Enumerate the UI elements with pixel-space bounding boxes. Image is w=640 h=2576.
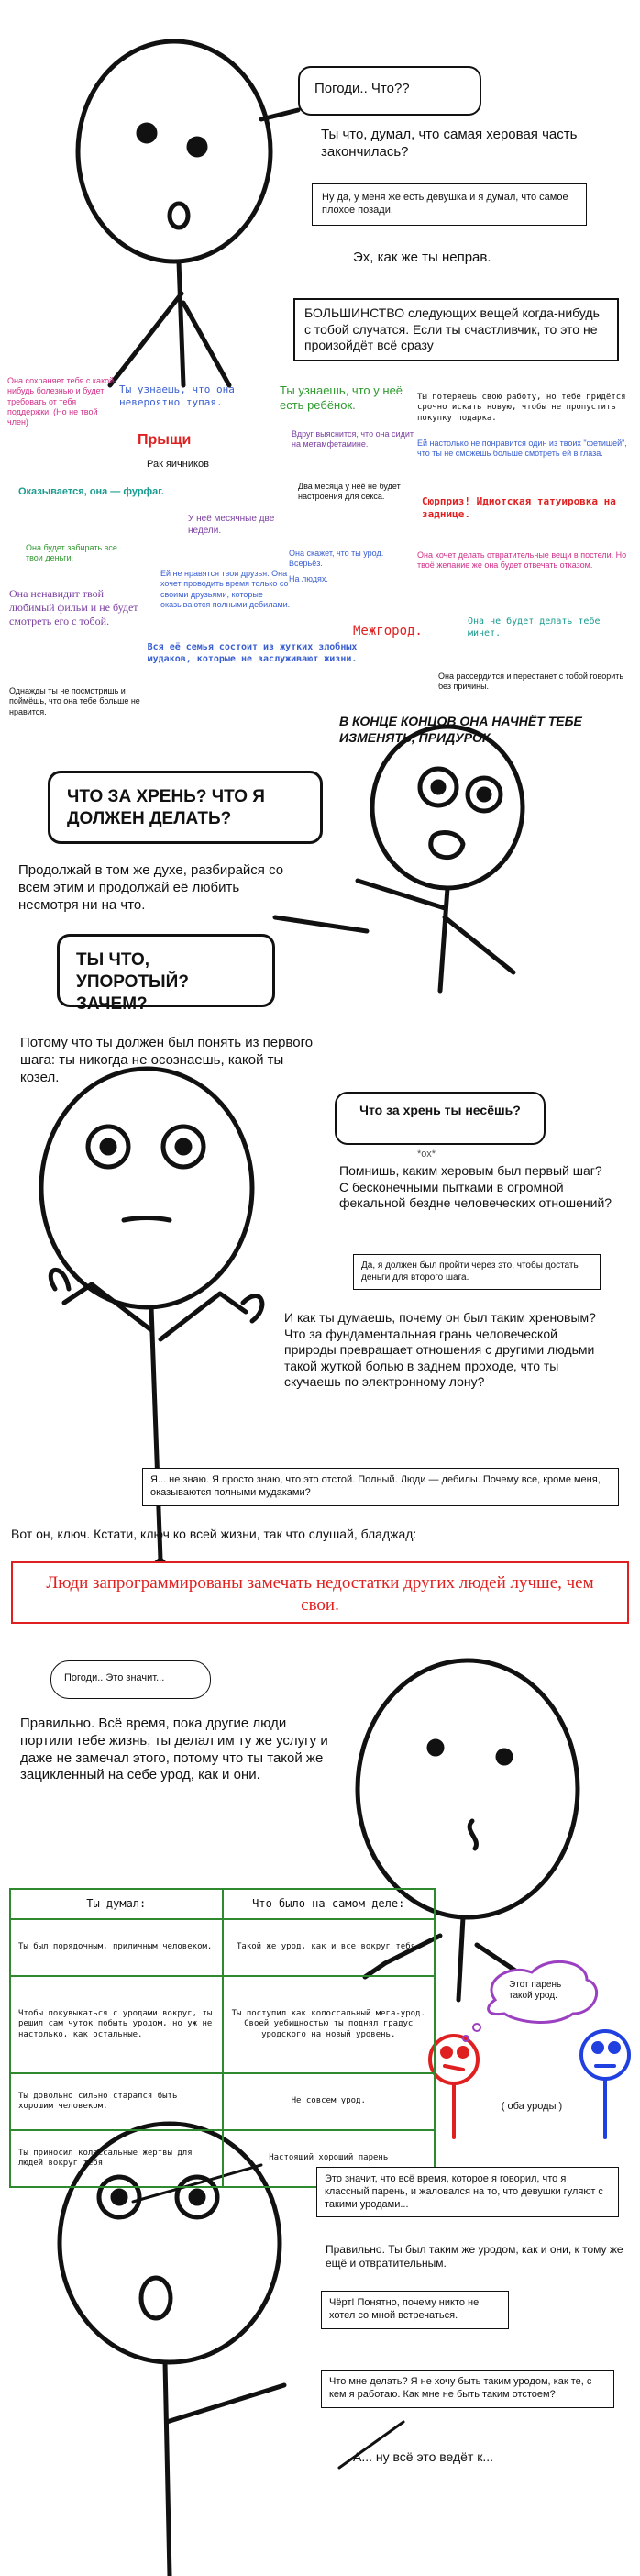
chaos-bed: Она хочет делать отвратительные вещи в постели. Но твоё желание же она будет отвечать отказом. xyxy=(417,550,627,571)
chaos-pimples: Прыщи xyxy=(138,432,192,448)
what-to-do-box: Что мне делать? Я не хочу быть таким уродом, как те, с кем я работаю. Как мне не быть таким отстоем? xyxy=(321,2370,614,2408)
girlfriend-box: Ну да, у меня же есть девушка и я думал, что самое плохое позади. xyxy=(312,183,587,226)
retort-bubble: ТЫ ЧТО, УПОРОТЫЙ? ЗАЧЕМ? xyxy=(57,934,275,1007)
chaos-movie: Она ненавидит твой любимый фильм и не будет смотреть его с тобой. xyxy=(9,587,138,627)
chaos-job: Ты потеряешь свою работу, но тебе придётся срочно искать новую, чтобы не пропустить покупку подарка. xyxy=(417,393,626,423)
chaos-family: Вся её семья состоит из жутких злобных мудаков, которые не заслуживают жизни. xyxy=(147,642,358,664)
chaos-blowjob: Она не будет делать тебе минет. xyxy=(468,616,601,638)
chaos-public: На людях. xyxy=(289,574,328,583)
chaos-stupid: Ты узнаешь, что она невероятно тупая. xyxy=(119,383,235,408)
table-row xyxy=(10,2073,435,2130)
chaos-ugly: Она скажет, что ты урод. Всерьёз. xyxy=(289,549,384,569)
chaos-longdistance: Межгород. xyxy=(353,624,423,638)
why-text: И как ты думаешь, почему он был таким хреновым? Что за фундаментальная грань человеческой природы превращает отношения с другими людьми такой жуткой болью в заднем проходе, что ты скучаешь по электронному лону? xyxy=(284,1310,596,1389)
table-cell: Ты приносил колоссальные жертвы для людей вокруг тебя xyxy=(10,2130,223,2187)
remember-text: Помнишь, каким херовым был первый шаг? С бесконечными пытками в огромной фекальной бездне человеческих отношений? xyxy=(339,1163,612,1210)
narration-text-2: Эх, как же ты неправ. xyxy=(353,250,491,265)
chaos-furry: Оказывается, она — фурфаг. xyxy=(18,486,164,497)
table-cell: Ты был порядочным, приличным человеком. xyxy=(10,1919,223,1976)
table-cell: Ты довольно сильно старался быть хорошим человеком. xyxy=(10,2073,223,2130)
both-label: ( оба уроды ) xyxy=(501,2101,563,2112)
chaos-notlike: Однажды ты не посмотришь и поймёшь, что она тебе больше не нравится. xyxy=(9,686,140,716)
chaos-nosex: Два месяца у неё не будет настроения для секса. xyxy=(298,482,401,502)
table-row xyxy=(10,1919,435,1976)
chaos-cancer: Рак яичников xyxy=(147,459,209,470)
speech-bubble-wait: Погоди.. Что?? xyxy=(298,66,481,116)
stick-figure-2 xyxy=(275,727,523,991)
because-text: Потому что ты должен был понять из первого шага: ты никогда не осознаешь, какой ты козел. xyxy=(20,1035,314,1085)
table-cell: Ты поступил как колоссальный мега-урод. Своей уебищностью ты поднял градус уродского на новый уровень. xyxy=(223,1976,436,2073)
chaos-sick: Она сохраняет тебя с какой-нибудь болезнью и будет требовать от тебя поддержки. (Но не твой член) xyxy=(7,376,117,427)
scream-bubble: ЧТО ЗА ХРЕНЬ? ЧТО Я ДОЛЖЕН ДЕЛАТЬ? xyxy=(48,771,323,844)
stick-figure-1 xyxy=(78,41,298,385)
ending-text: А... ну всё это ведёт к... xyxy=(353,2449,494,2464)
confirm-text: Правильно. Ты был таким же уродом, как и они, к тому же ещё и отвратительным. xyxy=(326,2243,623,2270)
realize-bubble: Погоди.. Это значит... xyxy=(50,1660,211,1699)
damn-box: Чёрт! Понятно, почему никто не хотел со мной встречаться. xyxy=(321,2291,509,2329)
key-text: Вот он, ключ. Кстати, ключ ко всей жизни, так что слушай, бладжад: xyxy=(11,1527,417,1541)
chaos-cheat: В КОНЦЕ КОНЦОВ ОНА НАЧНЁТ ТЕБЕ ИЗМЕНЯТЬ, ПРИДУРОК. xyxy=(339,714,582,745)
table-cell: Такой же урод, как и все вокруг тебя. xyxy=(223,1919,436,1976)
table-cell: Настоящий хороший парень xyxy=(223,2130,436,2187)
right-text: Правильно. Всё время, пока другие люди портили тебе жизнь, ты делал им ту же услугу и даже не замечал этого, потому что ты такой же зацикленный на себе урод, как и они. xyxy=(20,1715,328,1783)
sigh-text: *ох* xyxy=(417,1149,436,1160)
table-row xyxy=(10,1976,435,2073)
thought-cloud-text: Этот парень такой урод. xyxy=(509,1980,562,2001)
what-bubble: Что за хрень ты несёшь? xyxy=(335,1092,546,1145)
main-banner: Люди запрограммированы замечать недостатки других людей лучше, чем свои. xyxy=(11,1561,629,1624)
chaos-money: Она будет забирать все твои деньги. xyxy=(26,543,117,563)
majority-box: БОЛЬШИНСТВО следующих вещей когда-нибудь с тобой случатся. Если ты счастливчик, то это не произойдёт всё сразу xyxy=(293,298,619,361)
meaning-box: Это значит, что всё время, которое я говорил, что я классный парень, и жаловался на то, что девушки гуляют с такими уродами... xyxy=(316,2167,619,2217)
chaos-period: У неё месячные две недели. xyxy=(188,514,275,536)
chaos-child: Ты узнаешь, что у неё есть ребёнок. xyxy=(280,383,403,413)
chaos-meth: Вдруг выяснится, что она сидит на метамфетамине. xyxy=(292,429,414,450)
answer-box-2: Я... не знаю. Я просто знаю, что это отстой. Полный. Люди — дебилы. Почему все, кроме меня, оказываются полными мудаками? xyxy=(142,1468,619,1506)
comparison-table xyxy=(9,1888,436,2188)
chaos-friends: Ей не нравятся твои друзья. Она хочет проводить время только со своими друзьями, которые оказываются полными дебилами. xyxy=(160,569,291,609)
chaos-silent: Она рассердится и перестанет с тобой говорить без причины. xyxy=(438,672,624,692)
answer-box-1: Да, я должен был пройти через это, чтобы достать деньги для второго шага. xyxy=(353,1254,601,1290)
table-cell: Чтобы покувыкаться с уродами вокруг, ты решил сам чуток побыть уродом, но уж не настолько, как остальные. xyxy=(10,1976,223,2073)
table-header-reality: Что было на самом деле: xyxy=(223,1889,436,1919)
narration-text-1: Ты что, думал, что самая херовая часть закончилась? xyxy=(321,127,578,160)
chaos-tattoo: Сюрприз! Идиотская татуировка на заднице. xyxy=(422,495,616,520)
table-header-thought: Ты думал: xyxy=(10,1889,223,1919)
advice-text: Продолжай в том же духе, разбирайся со всем этим и продолжай её любить несмотря ни на что. xyxy=(18,862,284,913)
chaos-fetish: Ей настолько не понравится один из твоих "фетишей", что ты не сможешь больше смотреть ей в глаза. xyxy=(417,439,627,459)
table-cell: Не совсем урод. xyxy=(223,2073,436,2130)
